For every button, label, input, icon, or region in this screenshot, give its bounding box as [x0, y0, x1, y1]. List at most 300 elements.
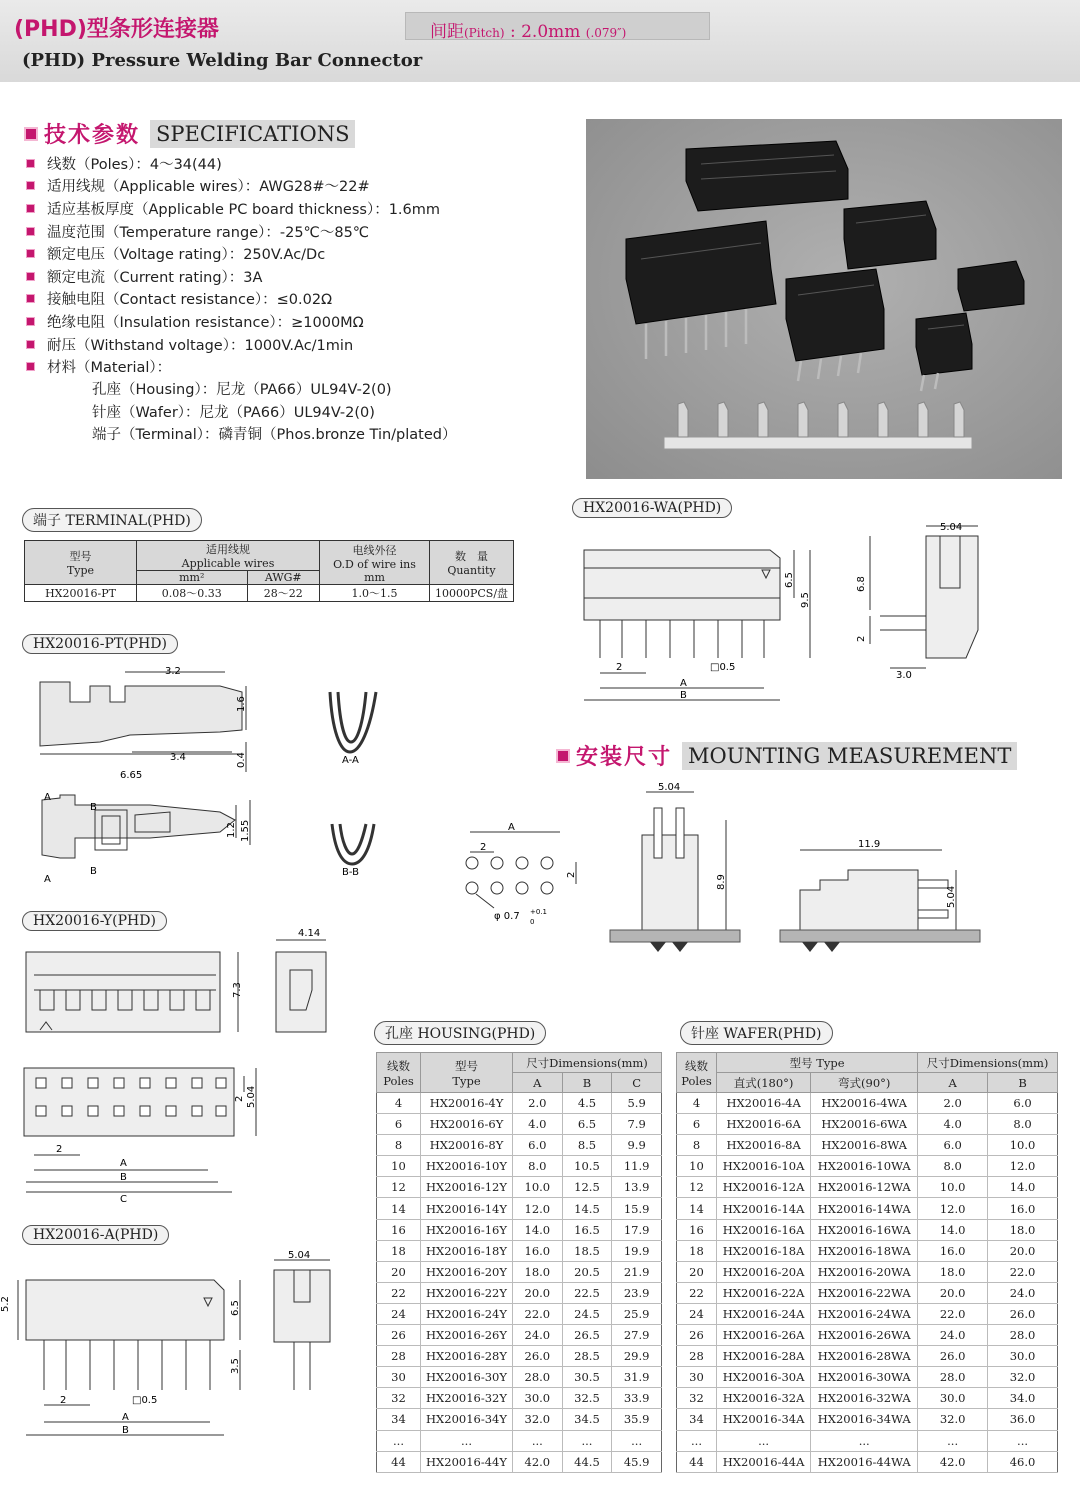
bullet-icon — [26, 181, 35, 190]
wa-drawing — [580, 518, 1000, 718]
dim-m-phi: φ 0.7 — [494, 911, 520, 922]
table-cell: 30 — [377, 1367, 421, 1388]
dim-wa-2: 2 — [856, 635, 867, 642]
dim-pt-aa: A-A — [342, 755, 359, 766]
dim-m-119: 11.9 — [858, 839, 881, 850]
table-cell: 24.0 — [988, 1282, 1058, 1303]
mounting-heading — [556, 740, 1017, 771]
table-cell: 14 — [377, 1198, 421, 1219]
dim-pt-665: 6.65 — [120, 770, 143, 781]
table-row — [377, 1346, 662, 1367]
wa-label: HX20016-WA(PHD) — [572, 498, 732, 518]
table-cell: 30.5 — [562, 1367, 612, 1388]
table-cell: 15.9 — [612, 1198, 662, 1219]
table-cell: ... — [377, 1430, 421, 1451]
pitch-sep: : — [509, 22, 516, 42]
table-cell: HX20016-44A — [717, 1451, 811, 1472]
table-cell: HX20016-8WA — [811, 1135, 918, 1156]
table-row — [377, 1261, 662, 1282]
th-poles-cn: 线数 — [685, 1058, 708, 1073]
table-cell: 12.0 — [988, 1156, 1058, 1177]
table-cell: 10 — [677, 1156, 717, 1177]
dim-m-2b: 2 — [566, 871, 577, 878]
table-cell: 4 — [677, 1093, 717, 1114]
product-photo — [586, 119, 1062, 479]
table-cell: 20 — [677, 1261, 717, 1282]
table-row — [377, 1198, 662, 1219]
table-row — [377, 1325, 662, 1346]
table-cell: 2.0 — [513, 1093, 563, 1114]
table-row — [377, 1093, 662, 1114]
table-cell: 4.0 — [918, 1114, 988, 1135]
th-a: A — [918, 1073, 988, 1093]
table-cell: 8.0 — [513, 1156, 563, 1177]
table-cell: HX20016-12A — [717, 1177, 811, 1198]
dim-wa-30: 3.0 — [896, 670, 912, 681]
table-cell: HX20016-6Y — [421, 1114, 513, 1135]
bullet-icon — [26, 317, 35, 326]
table-cell: ... — [811, 1430, 918, 1451]
table-cell: 34.5 — [562, 1409, 612, 1430]
table-cell: 26.0 — [988, 1303, 1058, 1324]
table-cell: 26 — [377, 1325, 421, 1346]
table-cell: 42.0 — [513, 1451, 563, 1472]
table-row — [677, 1093, 1058, 1114]
table-cell: 20 — [377, 1261, 421, 1282]
table-cell: 8 — [677, 1135, 717, 1156]
table-row — [677, 1156, 1058, 1177]
table-cell: 20.0 — [513, 1282, 563, 1303]
table-row — [677, 1240, 1058, 1261]
table-cell: 32.0 — [918, 1409, 988, 1430]
table-cell: 16.0 — [988, 1198, 1058, 1219]
dim-a-35: 3.5 — [230, 1358, 241, 1374]
table-cell: ... — [513, 1430, 563, 1451]
table-cell: 33.9 — [612, 1388, 662, 1409]
table-cell: 44.5 — [562, 1451, 612, 1472]
table-row — [677, 1325, 1058, 1346]
table-cell: 16 — [677, 1219, 717, 1240]
spec-heading-cn: 技术参数 — [44, 123, 141, 148]
table-cell: 20.5 — [562, 1261, 612, 1282]
page-header — [0, 0, 1080, 82]
table-cell: 31.9 — [612, 1367, 662, 1388]
table-cell: 28.0 — [918, 1367, 988, 1388]
table-row — [677, 1451, 1058, 1472]
table-cell: 29.9 — [612, 1346, 662, 1367]
table-cell: 10 — [377, 1156, 421, 1177]
table-row — [677, 1346, 1058, 1367]
table-cell: 8.5 — [562, 1135, 612, 1156]
table-cell: 20.0 — [918, 1282, 988, 1303]
table-cell: 44 — [677, 1451, 717, 1472]
th-mm: mm — [364, 570, 385, 584]
table-cell: 18.5 — [562, 1240, 612, 1261]
table-cell: HX20016-12Y — [421, 1177, 513, 1198]
dim-y-2: 2 — [234, 1095, 245, 1102]
th-a: A — [513, 1073, 563, 1093]
table-cell: HX20016-12WA — [811, 1177, 918, 1198]
table-cell: 25.9 — [612, 1303, 662, 1324]
pitch-en: (Pitch) — [464, 26, 505, 40]
table-row — [677, 1114, 1058, 1135]
table-cell: 42.0 — [918, 1451, 988, 1472]
th-b: B — [988, 1073, 1058, 1093]
table-cell: 6.0 — [988, 1093, 1058, 1114]
th-dim: 尺寸Dimensions(mm) — [918, 1053, 1058, 1073]
table-cell: HX20016-32WA — [811, 1388, 918, 1409]
table-cell: HX20016-18WA — [811, 1240, 918, 1261]
table-row — [377, 1367, 662, 1388]
table-cell: HX20016-28Y — [421, 1346, 513, 1367]
table-cell: 10.0 — [513, 1177, 563, 1198]
table-cell: 19.9 — [612, 1240, 662, 1261]
table-cell: 28.0 — [513, 1367, 563, 1388]
pitch-box — [405, 12, 710, 40]
table-cell: HX20016-28WA — [811, 1346, 918, 1367]
th-od-en: O.D of wire ins — [333, 557, 416, 571]
spec-item — [26, 242, 566, 265]
table-cell: 44 — [377, 1451, 421, 1472]
table-cell: HX20016-34WA — [811, 1409, 918, 1430]
pt-label: HX20016-PT(PHD) — [22, 634, 178, 654]
table-cell: HX20016-24WA — [811, 1303, 918, 1324]
table-cell: 22.0 — [918, 1303, 988, 1324]
th-qty-en: Quantity — [447, 564, 496, 577]
housing-table — [376, 1052, 662, 1473]
table-cell: 20.0 — [988, 1240, 1058, 1261]
pt-drawing — [20, 660, 440, 900]
table-cell: 14 — [677, 1198, 717, 1219]
a-label: HX20016-A(PHD) — [22, 1225, 169, 1245]
bullet-icon — [26, 249, 35, 258]
table-cell: ... — [612, 1430, 662, 1451]
dim-a-a: A — [122, 1412, 129, 1423]
table-row — [677, 1198, 1058, 1219]
pitch-inch: (.079″) — [585, 26, 627, 40]
table-cell: 6.5 — [562, 1114, 612, 1135]
spec-item — [26, 265, 566, 288]
table-cell: 21.9 — [612, 1261, 662, 1282]
bullet-icon — [26, 362, 35, 371]
terminal-table — [24, 540, 514, 602]
table-cell: 14.0 — [513, 1219, 563, 1240]
table-cell: 16 — [377, 1219, 421, 1240]
dim-pt-a1: A — [44, 792, 51, 803]
th-c: C — [612, 1073, 662, 1093]
th-wire-cn: 适用线规 — [206, 543, 250, 556]
table-cell: 36.0 — [988, 1409, 1058, 1430]
pitch-cn: 间距 — [430, 22, 464, 42]
spec-text: 适用线规（Applicable wires）：AWG28#～22# — [47, 179, 370, 196]
table-cell: 27.9 — [612, 1325, 662, 1346]
table-cell: 22.0 — [988, 1261, 1058, 1282]
dim-pt-b1: B — [90, 802, 97, 813]
table-cell: 46.0 — [988, 1451, 1058, 1472]
dim-wa-68: 6.8 — [856, 576, 867, 592]
bullet-icon — [26, 272, 35, 281]
table-cell: 28.5 — [562, 1346, 612, 1367]
table-cell: 12.5 — [562, 1177, 612, 1198]
th-mm2: mm² — [137, 571, 248, 585]
spec-item — [26, 288, 566, 311]
table-cell: HX20016-30WA — [811, 1367, 918, 1388]
title-en: (PHD) Pressure Welding Bar Connector — [22, 50, 423, 71]
dim-m-89: 8.9 — [716, 874, 727, 890]
table-cell: 32.5 — [562, 1388, 612, 1409]
dim-wa-05: □0.5 — [710, 662, 736, 673]
table-cell: HX20016-26A — [717, 1325, 811, 1346]
dim-wa-95: 9.5 — [800, 592, 811, 608]
dim-a-b: B — [122, 1425, 129, 1436]
heading-square-icon — [556, 749, 570, 763]
th-type: 型号 Type — [717, 1053, 918, 1073]
table-cell: 23.9 — [612, 1282, 662, 1303]
table-cell: 6 — [677, 1114, 717, 1135]
dim-pt-a2: A — [44, 874, 51, 885]
dim-wa-504: 5.04 — [940, 522, 963, 533]
table-cell: 18.0 — [513, 1261, 563, 1282]
table-cell: 16.0 — [918, 1240, 988, 1261]
dim-pt-12: 1.2 — [226, 822, 237, 838]
table-cell: 30.0 — [918, 1388, 988, 1409]
spec-list — [26, 152, 566, 446]
spec-item — [26, 355, 566, 378]
table-cell: 30.0 — [513, 1388, 563, 1409]
table-cell: 4 — [377, 1093, 421, 1114]
dim-y-2b: 2 — [56, 1144, 63, 1155]
table-cell: 26.0 — [918, 1346, 988, 1367]
table-cell: 26.5 — [562, 1325, 612, 1346]
table-cell: 6 — [377, 1114, 421, 1135]
table-row — [377, 1430, 662, 1451]
dim-a-52: 5.2 — [0, 1296, 11, 1312]
spec-text: 温度范围（Temperature range）：-25℃～85℃ — [47, 224, 370, 241]
th-type-cn: 型号 — [455, 1058, 478, 1073]
table-cell: 34 — [677, 1409, 717, 1430]
table-cell: HX20016-26WA — [811, 1325, 918, 1346]
table-cell: 12.0 — [513, 1198, 563, 1219]
table-row — [677, 1177, 1058, 1198]
dim-m-504b: 5.04 — [946, 885, 957, 908]
table-cell: HX20016-16A — [717, 1219, 811, 1240]
spec-item — [26, 152, 566, 175]
table-cell: 22.5 — [562, 1282, 612, 1303]
dim-a-504: 5.04 — [288, 1250, 311, 1261]
spec-heading — [24, 118, 355, 149]
mounting-drawing — [450, 780, 1030, 970]
table-row — [377, 1240, 662, 1261]
th-type-en: Type — [66, 564, 95, 577]
dim-m-tol0: 0 — [530, 918, 535, 926]
dim-m-2: 2 — [480, 842, 487, 853]
table-cell: 6.0 — [918, 1135, 988, 1156]
table-cell: 10.5 — [562, 1156, 612, 1177]
table-row — [377, 1451, 662, 1472]
spec-item — [26, 197, 566, 220]
dim-pt-32: 3.2 — [165, 666, 181, 677]
table-row — [377, 1219, 662, 1240]
table-cell: 7.9 — [612, 1114, 662, 1135]
table-cell: 22 — [677, 1282, 717, 1303]
wafer-label: 针座 WAFER(PHD) — [680, 1021, 833, 1045]
table-cell: HX20016-6A — [717, 1114, 811, 1135]
table-cell: 12 — [377, 1177, 421, 1198]
spec-text: 额定电流（Current rating）：3A — [47, 269, 263, 286]
material-item: 孔座（Housing）：尼龙（PA66）UL94V-2(0) — [92, 381, 392, 398]
table-row — [677, 1388, 1058, 1409]
table-cell: 28 — [677, 1346, 717, 1367]
table-cell: 11.9 — [612, 1156, 662, 1177]
table-cell: 22 — [377, 1282, 421, 1303]
table-cell: 16.0 — [513, 1240, 563, 1261]
table-cell: HX20016-20Y — [421, 1261, 513, 1282]
housing-label: 孔座 HOUSING(PHD) — [374, 1021, 546, 1045]
table-row — [677, 1135, 1058, 1156]
table-cell: 18 — [677, 1240, 717, 1261]
table-cell: 6.0 — [513, 1135, 563, 1156]
table-cell: 8.0 — [988, 1114, 1058, 1135]
dim-m-504: 5.04 — [658, 782, 681, 793]
table-cell: HX20016-16WA — [811, 1219, 918, 1240]
table-cell: 28.0 — [988, 1325, 1058, 1346]
dim-a-05: □0.5 — [132, 1395, 158, 1406]
dim-pt-b2: B — [90, 866, 97, 877]
table-row — [377, 1177, 662, 1198]
table-cell: 9.9 — [612, 1135, 662, 1156]
table-cell: 8.0 — [918, 1156, 988, 1177]
table-cell: HX20016-24Y — [421, 1303, 513, 1324]
table-cell: 24.0 — [513, 1325, 563, 1346]
table-cell: HX20016-20WA — [811, 1261, 918, 1282]
dim-pt-bb: B-B — [342, 867, 359, 878]
table-cell: 10.0 — [988, 1135, 1058, 1156]
wafer-table — [676, 1052, 1058, 1473]
spec-text: 适应基板厚度（Applicable PC board thickness）：1.6mm — [47, 201, 441, 218]
y-drawing — [20, 928, 350, 1205]
dim-y-c: C — [120, 1194, 127, 1205]
th-type-cn: 型号 — [69, 550, 92, 563]
table-row — [677, 1430, 1058, 1451]
table-cell: HX20016-10Y — [421, 1156, 513, 1177]
table-cell: 26 — [677, 1325, 717, 1346]
th-awg: AWG# — [247, 571, 320, 585]
table-cell: 5.9 — [612, 1093, 662, 1114]
table-cell: 32.0 — [988, 1367, 1058, 1388]
table-cell: HX20016-34Y — [421, 1409, 513, 1430]
spec-text: 接触电阻（Contact resistance）：≤0.02Ω — [47, 292, 333, 309]
table-cell: ... — [562, 1430, 612, 1451]
table-cell: HX20016-44WA — [811, 1451, 918, 1472]
table-cell: ... — [988, 1430, 1058, 1451]
table-cell: 4.0 — [513, 1114, 563, 1135]
table-cell: 18.0 — [918, 1261, 988, 1282]
table-row — [377, 1114, 662, 1135]
table-cell: HX20016-16Y — [421, 1219, 513, 1240]
table-cell: HX20016-30A — [717, 1367, 811, 1388]
bullet-icon — [26, 159, 35, 168]
table-cell: 2.0 — [918, 1093, 988, 1114]
table-cell: HX20016-22A — [717, 1282, 811, 1303]
table-cell: 34.0 — [988, 1388, 1058, 1409]
table-cell: ... — [717, 1430, 811, 1451]
dim-wa-a: A — [680, 678, 687, 689]
table-cell: 30 — [677, 1367, 717, 1388]
table-cell: 24 — [677, 1303, 717, 1324]
th-qty-cn: 数 量 — [455, 550, 488, 563]
table-cell: HX20016-24A — [717, 1303, 811, 1324]
spec-item — [26, 310, 566, 333]
table-cell: 32 — [377, 1388, 421, 1409]
th-od-cn: 电线外径 — [352, 543, 397, 557]
table-cell: 24 — [377, 1303, 421, 1324]
dim-y-414: 4.14 — [298, 928, 321, 939]
dim-y-a: A — [120, 1158, 127, 1169]
table-row — [677, 1409, 1058, 1430]
dim-a-2: 2 — [60, 1395, 67, 1406]
table-cell: 10.0 — [918, 1177, 988, 1198]
table-cell: ... — [918, 1430, 988, 1451]
title-cn: (PHD)型条形连接器 — [14, 17, 219, 42]
table-row — [677, 1282, 1058, 1303]
table-cell: 14.0 — [988, 1177, 1058, 1198]
table-cell: 18.0 — [988, 1219, 1058, 1240]
dim-m-a: A — [508, 822, 515, 833]
table-cell: HX20016-34A — [717, 1409, 811, 1430]
dim-m-tol: +0.1 — [530, 908, 547, 916]
table-cell: 4.5 — [562, 1093, 612, 1114]
th-b: B — [562, 1073, 612, 1093]
spec-heading-en: SPECIFICATIONS — [150, 120, 355, 148]
table-cell: HX20016-4Y — [421, 1093, 513, 1114]
table-cell: HX20016-14A — [717, 1198, 811, 1219]
th-poles-en: Poles — [383, 1073, 414, 1088]
table-cell: 45.9 — [612, 1451, 662, 1472]
dim-pt-04: 0.4 — [236, 752, 247, 768]
table-row: HX20016-PT 0.08～0.33 28～22 1.0～1.5 10000PCS/盘 — [25, 585, 514, 602]
table-cell: HX20016-18A — [717, 1240, 811, 1261]
table-cell: HX20016-10A — [717, 1156, 811, 1177]
material-item: 端子（Terminal）：磷青铜（Phos.bronze Tin/plated） — [92, 427, 457, 444]
table-cell: HX20016-22Y — [421, 1282, 513, 1303]
table-row — [377, 1303, 662, 1324]
table-cell: 14.0 — [918, 1219, 988, 1240]
dim-wa-65: 6.5 — [784, 572, 795, 588]
heading-square-icon — [24, 127, 38, 141]
table-cell: 24.5 — [562, 1303, 612, 1324]
spec-text: 耐压（Withstand voltage）：1000V.Ac/1min — [47, 337, 354, 354]
table-cell: 17.9 — [612, 1219, 662, 1240]
spec-item — [26, 175, 566, 198]
table-cell: HX20016-8A — [717, 1135, 811, 1156]
connector-photo-drawing — [586, 119, 1062, 479]
th-type-en: Type — [452, 1073, 481, 1088]
table-cell: HX20016-18Y — [421, 1240, 513, 1261]
table-cell: HX20016-4WA — [811, 1093, 918, 1114]
th-poles-en: Poles — [681, 1073, 712, 1088]
table-cell: HX20016-10WA — [811, 1156, 918, 1177]
table-cell: 12 — [677, 1177, 717, 1198]
table-cell: ... — [421, 1430, 513, 1451]
table-cell: 34 — [377, 1409, 421, 1430]
th-bent: 弯式(90°) — [811, 1073, 918, 1093]
y-label: HX20016-Y(PHD) — [22, 911, 167, 931]
table-cell: HX20016-28A — [717, 1346, 811, 1367]
table-row — [677, 1219, 1058, 1240]
table-cell: HX20016-6WA — [811, 1114, 918, 1135]
table-cell: 13.9 — [612, 1177, 662, 1198]
table-row — [377, 1156, 662, 1177]
